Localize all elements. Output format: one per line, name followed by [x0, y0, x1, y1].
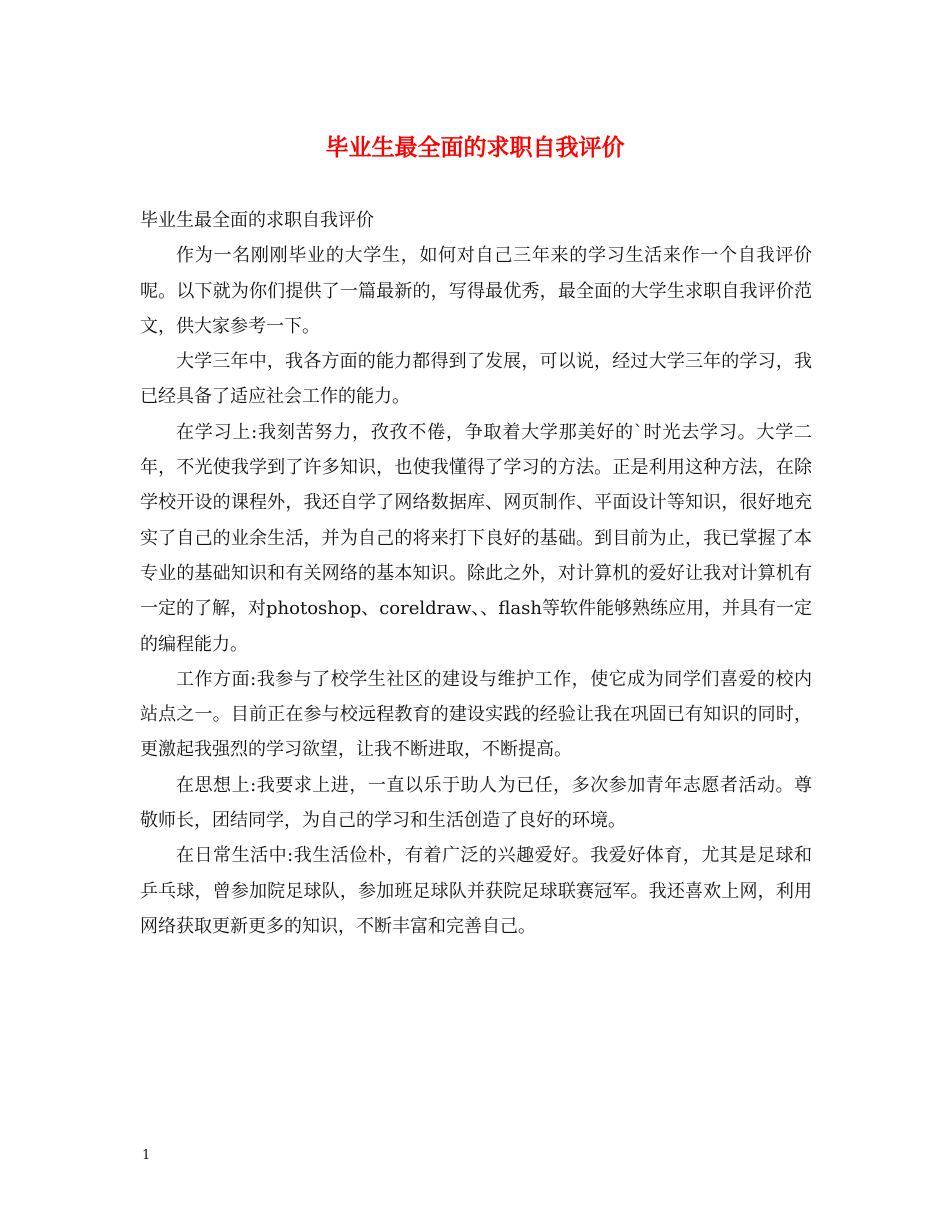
paragraph-work: 工作方面:我参与了校学生社区的建设与维护工作，使它成为同学们喜爱的校内站点之一。目前正在参与校远程教育的建设实践的经验让我在巩固已有知识的同时，更激起我强烈的学习欲望，让我不断进取，不断提高。 — [140, 668, 812, 761]
document-title: 毕业生最全面的求职自我评价 — [325, 134, 625, 161]
paragraph-study: 在学习上:我刻苦努力，孜孜不倦，争取着大学那美好的`时光去学习。大学二年，不光使我学到了许多知识，也使我懂得了学习的方法。正是利用这种方法，在除学校开设的课程外，我还自学了网络数据库、网页制作、平面设计等知识，很好地充实了自己的业余生活，并为自己的将来打下良好的基础。到目前为止，我已掌握了本专业的基础知识和有关网络的基本知识。除此之外，对计算机的爱好让我对计算机有一定的了解，对photoshop、coreldraw、、flash等软件能够熟练应用，并具有一定的编程能力。 — [140, 421, 812, 655]
page-number: 1 — [142, 1148, 151, 1163]
paragraph-thought: 在思想上:我要求上进，一直以乐于助人为已任，多次参加青年志愿者活动。尊敬师长，团结同学，为自己的学习和生活创造了良好的环境。 — [140, 774, 812, 832]
document-subtitle: 毕业生最全面的求职自我评价 — [140, 210, 374, 231]
paragraph-daily-life: 在日常生活中:我生活俭朴，有着广泛的兴趣爱好。我爱好体育，尤其是足球和乒乓球，曾参加院足球队，参加班足球队并获院足球联赛冠军。我还喜欢上网，利用网络获取更新更多的知识，不断丰富和完善自己。 — [140, 845, 812, 937]
paragraph-overview: 大学三年中，我各方面的能力都得到了发展，可以说，经过大学三年的学习，我已经具备了适应社会工作的能力。 — [140, 351, 812, 408]
document-body — [140, 203, 812, 944]
paragraph-intro: 作为一名刚刚毕业的大学生，如何对自己三年来的学习生活来作一个自我评价呢。以下就为你们提供了一篇最新的，写得最优秀，最全面的大学生求职自我评价范文，供大家参考一下。 — [140, 245, 812, 337]
